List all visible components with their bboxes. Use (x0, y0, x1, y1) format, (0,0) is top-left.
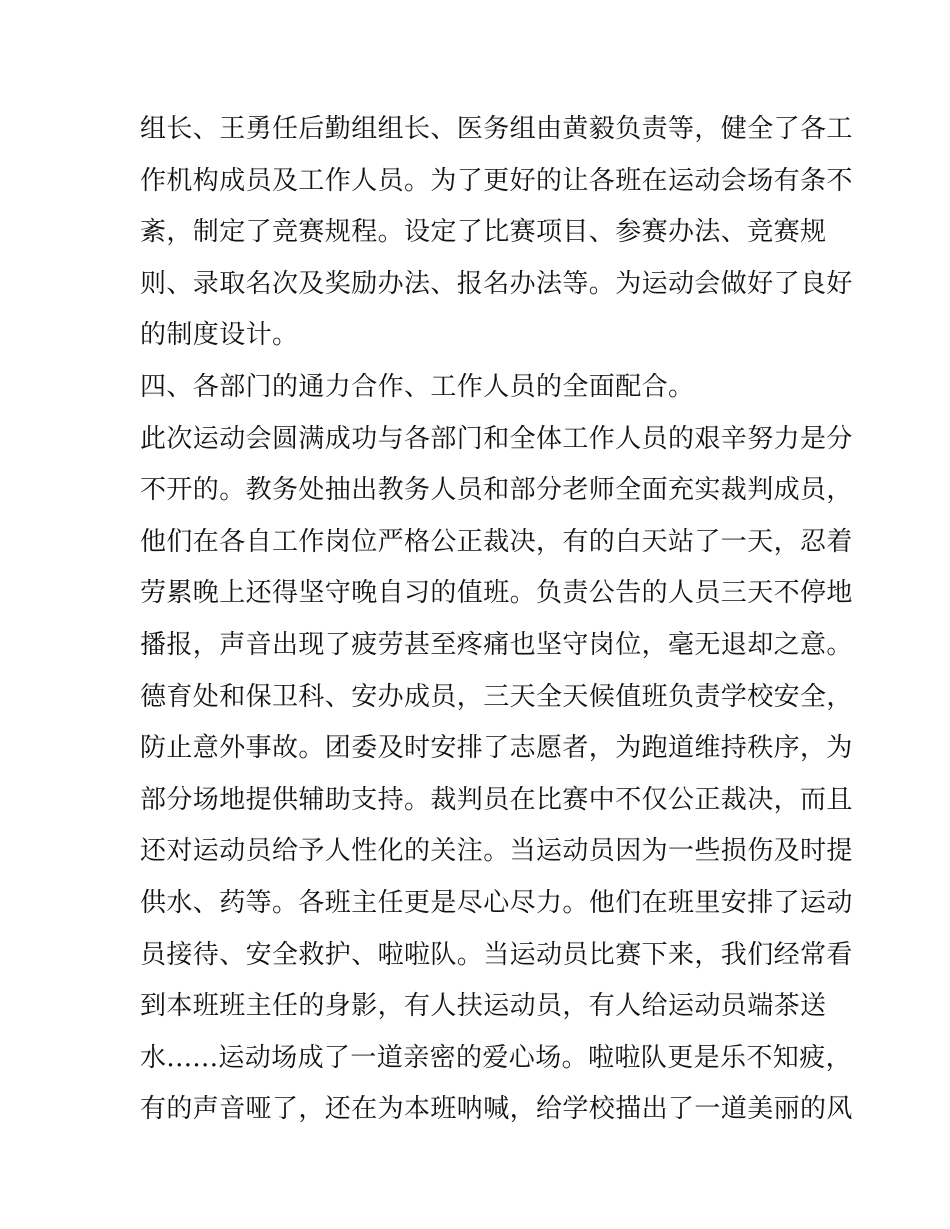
text-line: 作机构成员及工作人员。为了更好的让各班在运动会场有条不 (140, 165, 853, 196)
text-line: 员接待、安全救护、啦啦队。当运动员比赛下来，我们经常看 (140, 939, 853, 970)
text-line: 不开的。教务处抽出教务人员和部分老师全面充实裁判成员， (140, 475, 853, 506)
text-line: 则、录取名次及奖励办法、报名办法等。为运动会做好了良好 (140, 268, 853, 299)
body-text (140, 104, 853, 1136)
text-line: 组长、王勇任后勤组组长、医务组由黄毅负责等，健全了各工 (140, 114, 853, 144)
text-line: 劳累晚上还得坚守晚自习的值班。负责公告的人员三天不停地 (140, 578, 853, 609)
text-line: 此次运动会圆满成功与各部门和全体工作人员的艰辛努力是分 (140, 423, 853, 454)
text-line: 德育处和保卫科、安办成员，三天全天候值班负责学校安全， (140, 681, 853, 712)
text-line: 供水、药等。各班主任更是尽心尽力。他们在班里安排了运动 (140, 887, 853, 918)
section-heading: 四、各部门的通力合作、工作人员的全面配合。 (140, 371, 695, 402)
text-line: 有的声音哑了，还在为本班呐喊，给学校描出了一道美丽的风 (140, 1094, 853, 1125)
text-line: 防止意外事故。团委及时安排了志愿者，为跑道维持秩序，为 (140, 733, 853, 764)
text-line: 紊，制定了竞赛规程。设定了比赛项目、参赛办法、竞赛规 (140, 217, 827, 248)
text-line: 的制度设计。 (140, 320, 299, 351)
text-line: 水......运动场成了一道亲密的爱心场。啦啦队更是乐不知疲， (140, 1042, 852, 1073)
text-line: 他们在各自工作岗位严格公正裁决，有的白天站了一天，忍着 (140, 526, 853, 557)
text-line: 部分场地提供辅助支持。裁判员在比赛中不仅公正裁决，而且 (140, 784, 853, 815)
text-line: 播报，声音出现了疲劳甚至疼痛也坚守岗位，毫无退却之意。 (140, 629, 853, 660)
text-line: 还对运动员给予人性化的关注。当运动员因为一些损伤及时提 (140, 836, 853, 867)
text-line: 到本班班主任的身影，有人扶运动员，有人给运动员端茶送 (140, 991, 827, 1022)
